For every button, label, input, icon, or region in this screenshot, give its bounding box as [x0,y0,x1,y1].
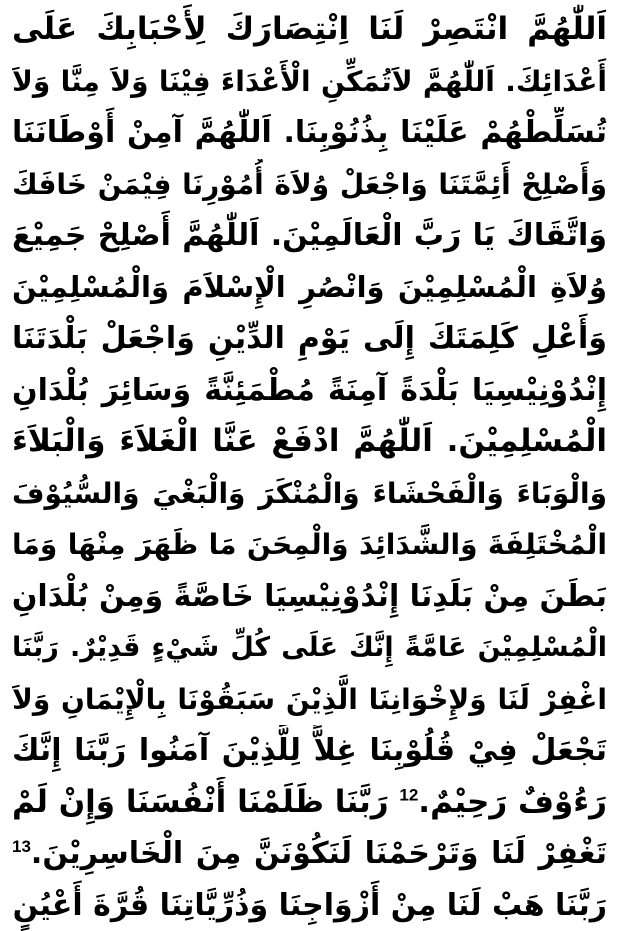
text-line-4: وَأَصْلِحْ أَئِمَّتَنَا وَاجْعَلْ وُلاَةَ أُمُوْرِنَا فِيْمَنْ خَافَكَ [12,159,607,211]
text-line-14: اغْفِرْ لَنَا وَلإِخْوَانِنَا الَّذِيْنَ سَبَقُوْنَا بِالْإِيْمَانِ وَلاَ [12,674,607,726]
text-line-1: اَللّٰهُمَّ انْتَصِرْ لَنَا اِنْتِصَارَكَ لِأَحْبَابِكَ عَلَى [12,4,607,56]
text-line-17-text: تَغْفِرْ لَنَا وَتَرْحَمْنَا لَنَكُوْنَنَّ مِنَ الْخَاسِرِيْنَ. [31,836,607,871]
text-line-2: أَعْدَائِكَ. اَللّٰهُمَّ لاَتُمَكِّنِ الْأَعْدَاءَ فِيْنَا وَلاَ مِنَّا وَلاَ [12,56,607,108]
text-line-18: رَبَّنَا هَبْ لَنَا مِنْ أَزْوَاجِنَا وَذُرِّيَّاتِنَا قُرَّةَ أَعْيُنٍ [12,880,607,931]
text-line-6: وُلاَةِ الْمُسْلِمِيْنَ وَانْصُرِ الْإِسْلاَمَ وَالْمُسْلِمِيْنَ [12,262,607,314]
text-line-7: وَأَعْلِ كَلِمَتَكَ إِلَى يَوْمِ الدِّيْنِ وَاجْعَلْ بَلْدَتَنَا [12,313,607,365]
footnote-marker-13: 13 [12,837,31,856]
text-line-16-tail: لَمْ [12,784,48,820]
arabic-prayer-text [12,4,607,904]
text-line-12: بَطَنَ مِنْ بَلَدِنَا إِنْدُوْنِيْسِيَا خَاصَّةً وَمِنْ بُلْدَانِ [12,571,607,623]
text-line-9: الْمُسْلِمِيْنَ. اَللّٰهُمَّ ادْفَعْ عَنَّا الْغَلاَءَ وَالْبَلاَءَ [12,416,607,468]
text-line-17 [12,828,607,880]
text-line-16-end: رَبَّنَا ظَلَمْنَا أَنْفُسَنَا وَإِنْ [59,784,389,820]
text-line-15: تَجْعَلْ فِيْ قُلُوْبِنَا غِلاًّ لِلَّذِيْنَ آمَنُوا رَبَّنَا إِنَّكَ [12,725,607,777]
text-line-16-start: رَءُوْفٌ رَحِيْمٌ. [418,784,607,820]
text-line-3: تُسَلِّطْهُمْ عَلَيْنَا بِذُنُوْبِنَا. اَللّٰهُمَّ آمِنْ أَوْطَانَنَا [12,107,607,159]
text-line-5: وَاتَّقَاكَ يَا رَبَّ الْعَالَمِيْنَ. اَللّٰهُمَّ أَصْلِحْ جَمِيْعَ [12,210,607,262]
text-line-13: الْمُسْلِمِيْنَ عَامَّةً إِنَّكَ عَلَى كُلِّ شَيْءٍ قَدِيْرٌ. رَبَّنَا [12,622,607,674]
text-line-16 [12,777,607,829]
text-line-8: إِنْدُوْنِيْسِيَا بَلْدَةً آمِنَةً مُطْمَئِنَّةً وَسَائِرَ بُلْدَانِ [12,365,607,417]
text-line-10: وَالْوَبَاءَ وَالْفَحْشَاءَ وَالْمُنْكَرَ وَالْبَغْيَ وَالسُّيُوْفَ [12,468,607,520]
footnote-marker-12: 12 [399,785,418,804]
text-line-11: الْمُخْتَلِفَةَ وَالشَّدَائِدَ وَالْمِحَنَ مَا ظَهَرَ مِنْهَا وَمَا [12,519,607,571]
